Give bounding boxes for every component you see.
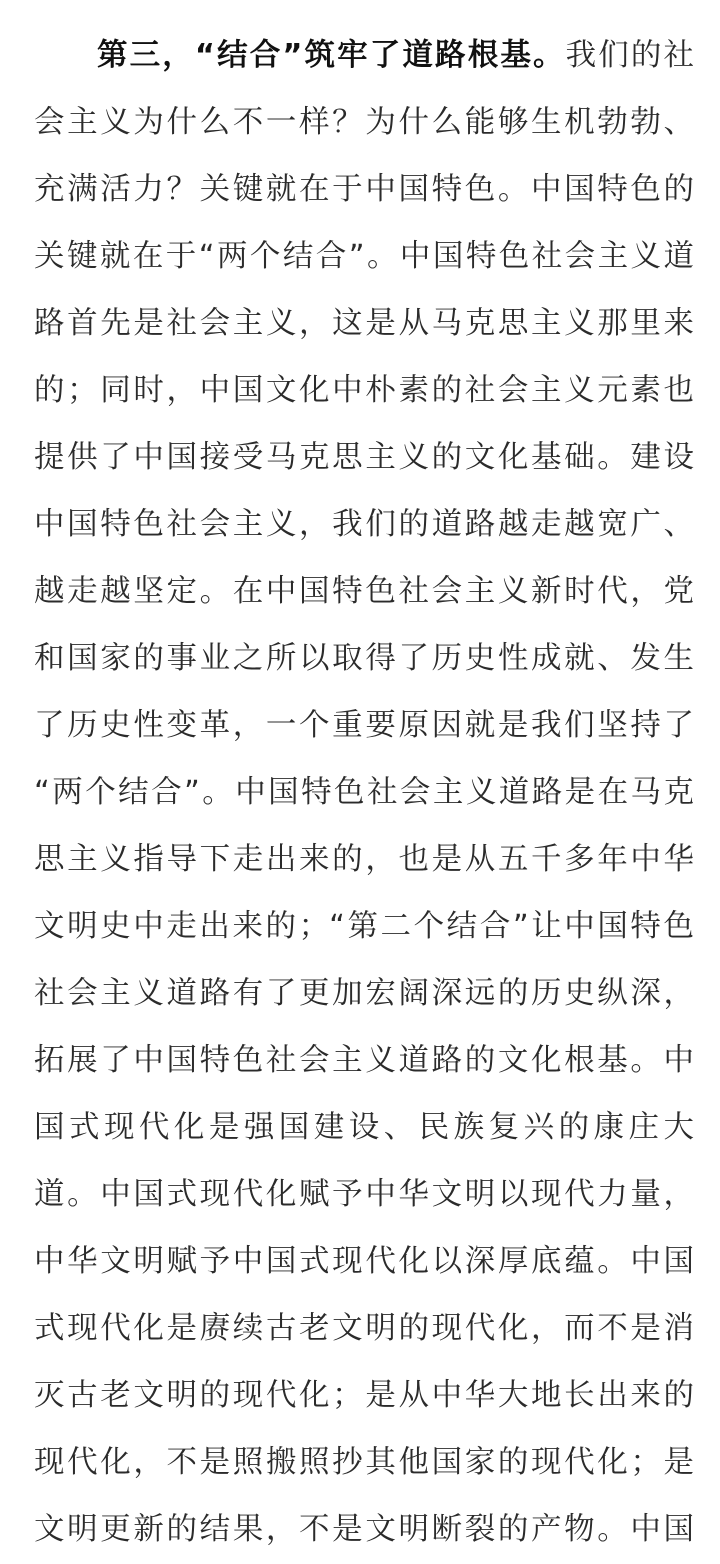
text-line: 充满活力？关键就在于中国特色。中国特色的 [34, 172, 694, 207]
text-line: 关键就在于“两个结合”。中国特色社会主义道 [34, 239, 694, 274]
text-line: 文明更新的结果，不是文明断裂的产物。中国 [34, 1512, 694, 1547]
first-line-text: 我们的社 [565, 38, 695, 73]
text-line: 和国家的事业之所以取得了历史性成就、发生 [34, 641, 694, 676]
text-line: 的；同时，中国文化中朴素的社会主义元素也 [34, 373, 694, 408]
text-line: 提供了中国接受马克思主义的文化基础。建设 [34, 440, 694, 475]
paragraph-heading: 第三，“结合”筑牢了道路根基。 [97, 38, 566, 73]
text-line: 了历史性变革，一个重要原因就是我们坚持了 [34, 708, 694, 743]
text-line: 思主义指导下走出来的，也是从五千多年中华 [34, 842, 694, 877]
text-line: 中华文明赋予中国式现代化以深厚底蕴。中国 [34, 1244, 694, 1279]
text-line: 式现代化是赓续古老文明的现代化，而不是消 [34, 1311, 694, 1346]
text-line: 社会主义道路有了更加宏阔深远的历史纵深， [34, 976, 694, 1011]
text-line: 道。中国式现代化赋予中华文明以现代力量， [34, 1177, 694, 1212]
text-line: 灭古老文明的现代化；是从中华大地长出来的 [34, 1378, 694, 1413]
text-line: 国式现代化是强国建设、民族复兴的康庄大 [34, 1110, 694, 1145]
text-line: 路首先是社会主义，这是从马克思主义那里来 [34, 306, 694, 341]
text-line: 越走越坚定。在中国特色社会主义新时代，党 [34, 574, 694, 609]
text-line: “两个结合”。中国特色社会主义道路是在马克 [34, 775, 694, 810]
text-line: 现代化，不是照搬照抄其他国家的现代化；是 [34, 1445, 694, 1480]
text-line: 会主义为什么不一样？为什么能够生机勃勃、 [34, 105, 694, 140]
paragraph-first-line [97, 22, 694, 90]
text-line: 拓展了中国特色社会主义道路的文化根基。中 [34, 1043, 694, 1078]
text-line: 文明史中走出来的；“第二个结合”让中国特色 [34, 909, 694, 944]
text-line: 中国特色社会主义，我们的道路越走越宽广、 [34, 507, 694, 542]
